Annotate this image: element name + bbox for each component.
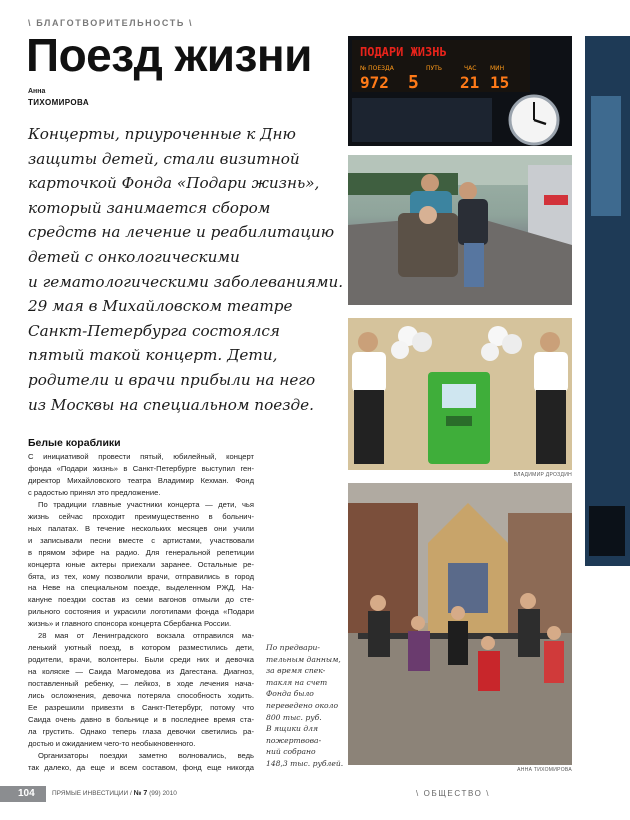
article-body bbox=[28, 451, 254, 774]
issue-number: № 7 bbox=[133, 790, 148, 797]
platform-graphic bbox=[348, 155, 572, 305]
body-line: на Неве на специальном поезде, выделенном РЖД. На- bbox=[28, 583, 254, 593]
lead-line: детей с онкологическими bbox=[28, 247, 240, 266]
board-label: ПОДАРИ ЖИЗНЬ bbox=[360, 45, 447, 59]
child-body bbox=[478, 651, 500, 691]
terminal-graphic bbox=[348, 318, 572, 470]
body-line: достью и ожиданием чего-то необыкновенного. bbox=[28, 738, 196, 748]
lead-line: карточкой Фонда «Подари жизнь», bbox=[28, 174, 320, 193]
sidenote-line: 800 тыс. руб. bbox=[266, 712, 322, 722]
section-label: \ ОБЩЕСТВО \ bbox=[416, 789, 491, 798]
photo-credit: АННА ТИХОМИРОВА bbox=[517, 767, 572, 773]
child-body bbox=[544, 641, 564, 683]
lead-line: и гематологическими заболеваниями. bbox=[28, 272, 344, 291]
body-line: кануне поездки состав из семи вагонов отмыли до сте- bbox=[28, 595, 254, 605]
rubric-label: \ БЛАГОТВОРИТЕЛЬНОСТЬ \ bbox=[28, 18, 194, 28]
body-line: ных палатах. В течение нескольких месяцев они учили bbox=[28, 523, 254, 533]
body-line: ленький уютный поезд, в котором разместились дети, bbox=[28, 643, 254, 653]
board-track-number: 5 bbox=[408, 72, 419, 93]
body-line: С инициативой провести пятый, юбилейный, концерт bbox=[28, 452, 254, 461]
platform-photo bbox=[348, 155, 572, 305]
hostess-right-head bbox=[540, 332, 560, 352]
author-last-name: ТИХОМИРОВА bbox=[28, 98, 90, 107]
sidenote-line: 148,3 тыс. рублей. bbox=[266, 758, 344, 768]
sidenote-line: тельным данным, bbox=[266, 654, 341, 664]
board-col-train: № ПОЕЗДА bbox=[360, 65, 394, 72]
sidenote-line: переведено около bbox=[266, 700, 339, 710]
body-line: в прямом эфире на радио. Для генеральной репетиции bbox=[28, 547, 254, 557]
board-hour: 21 bbox=[460, 73, 480, 92]
body-line: и записывали песни вместе с артистами, участвовали bbox=[28, 535, 254, 545]
sidenote-line: Фонда было bbox=[266, 689, 314, 699]
hostess-left-skirt bbox=[354, 390, 384, 464]
child-head bbox=[411, 616, 425, 630]
terminal-screen bbox=[442, 384, 476, 408]
terminal-slot bbox=[446, 416, 472, 426]
children-church-photo bbox=[348, 483, 572, 765]
issue-detail: (99) 2010 bbox=[149, 790, 177, 797]
side-photo bbox=[585, 36, 630, 566]
body-line: жизнь сейчас проходит преимущественно в больнич- bbox=[28, 511, 254, 521]
balloon bbox=[481, 343, 499, 361]
sidenote-line: пожертвова- bbox=[266, 735, 322, 745]
body-line: По традиции главные участники концерта — дети, чья bbox=[38, 499, 254, 509]
body-line: поставленный ребенку, — лейкоз, в ходе лечения нача- bbox=[28, 679, 254, 689]
train-logo-stripe bbox=[544, 195, 568, 205]
church-graphic bbox=[348, 483, 572, 765]
lead-line: из Москвы на специальном поезде. bbox=[28, 395, 314, 414]
child-head bbox=[370, 595, 386, 611]
sidenote bbox=[266, 642, 342, 770]
departure-board-graphic bbox=[348, 36, 572, 146]
body-line: Ее разрешили привезти в Санкт-Петербург, потому что bbox=[28, 703, 254, 713]
child-head bbox=[481, 636, 495, 650]
side-photo-light bbox=[591, 96, 621, 216]
body-line: рильного состояния и украсили логотипами фонда «Подари bbox=[28, 607, 254, 617]
body-line: бята, из тех, кому позволили врачи, отправились в город bbox=[28, 571, 254, 581]
body-line: Организаторы поездки заметно волновались, ведь bbox=[38, 750, 254, 760]
board-col-track: ПУТЬ bbox=[426, 65, 442, 72]
section-subheading: Белые кораблики bbox=[28, 437, 121, 449]
lead-line: 29 мая в Михайловском театре bbox=[28, 297, 293, 316]
page-number: 104 bbox=[0, 786, 46, 802]
magazine-name: ПРЯМЫЕ ИНВЕСТИЦИИ / bbox=[52, 790, 132, 797]
lead-line: пятый такой концерт. Дети, bbox=[28, 346, 278, 365]
hostess-left-head bbox=[358, 332, 378, 352]
body-line: концерта юные актеры приехали заранее. Остальные ре- bbox=[28, 559, 254, 569]
station-dark-area bbox=[352, 98, 492, 142]
lead-line: родители и врачи прибыли на него bbox=[28, 370, 316, 389]
body-line: так далеко, да еще и всем составом, фонд еще никогда bbox=[28, 762, 254, 772]
magazine-credit bbox=[52, 790, 177, 797]
sidenote-line: ний собрано bbox=[266, 747, 316, 757]
body-line: ла грустить. Однако теперь глаза девочки светились ра- bbox=[28, 726, 254, 736]
body-line: фонда «Подари жизнь» в Санкт-Петербурге выступил ген- bbox=[28, 463, 254, 473]
sidenote-line: за время спек- bbox=[266, 666, 326, 676]
child-body bbox=[518, 609, 540, 657]
body-line: 28 мая от Ленинградского вокзала отправился ма- bbox=[38, 631, 254, 641]
lead-line: Концерты, приуроченные к Дню bbox=[28, 125, 296, 143]
hostess-left-blouse bbox=[352, 352, 386, 392]
body-line: Саида очень давно в больнице и в последнее время ста- bbox=[28, 714, 254, 724]
lead-line: Санкт-Петербурга состоялся bbox=[28, 321, 280, 340]
church-mosaic bbox=[448, 563, 488, 613]
lead-line: который занимается сбором bbox=[28, 198, 271, 217]
departure-board-photo bbox=[348, 36, 572, 146]
woman-jeans bbox=[464, 243, 484, 287]
body-line: директор Михайловского театра Владимир Кехман. Фонд bbox=[28, 475, 254, 485]
woman-head bbox=[459, 182, 477, 200]
lead-paragraph bbox=[28, 122, 344, 417]
body-line: с радостью принял это предложение. bbox=[28, 487, 161, 497]
board-train-number: 972 bbox=[360, 73, 389, 92]
sidenote-line: В ящики для bbox=[266, 724, 319, 734]
article-title: Поезд жизни bbox=[26, 29, 312, 81]
child-body bbox=[368, 611, 390, 657]
child-body bbox=[408, 631, 430, 671]
sidenote-line: такля на счет bbox=[266, 677, 328, 687]
volunteer-head bbox=[421, 174, 439, 192]
balloon bbox=[502, 334, 522, 354]
hostess-right-blouse bbox=[534, 352, 568, 392]
board-minute: 15 bbox=[490, 73, 510, 92]
child-head bbox=[547, 626, 561, 640]
lead-line: средств на лечение и реабилитацию bbox=[28, 223, 335, 242]
donation-terminal-photo bbox=[348, 318, 572, 470]
side-photo-shadow bbox=[589, 506, 625, 556]
body-line: на коляске — Саида Магомедова из Дагестана. Диагноз, bbox=[28, 667, 254, 677]
child-body bbox=[448, 621, 468, 665]
body-line: жизнь» и главного спонсора концерта Сбербанка России. bbox=[28, 619, 232, 629]
body-line: лись осложнения, девочка потеряла способность ходить. bbox=[28, 691, 254, 701]
child-head bbox=[451, 606, 465, 620]
child-head bbox=[520, 593, 536, 609]
hostess-right-skirt bbox=[536, 390, 566, 464]
author-first-name: Анна bbox=[28, 88, 46, 95]
side-photo-graphic bbox=[585, 36, 630, 566]
girl-head bbox=[419, 206, 437, 224]
board-col-hour: ЧАС bbox=[464, 65, 477, 72]
sidenote-line: По предвари- bbox=[266, 643, 320, 652]
photo-credit: ВЛАДИМИР ДРОЗДИН bbox=[513, 472, 572, 478]
body-line: родители, врачи, волонтеры. Были среди них и девочка bbox=[28, 655, 254, 665]
board-col-minute: МИН bbox=[490, 65, 505, 72]
balloon bbox=[391, 341, 409, 359]
balloon bbox=[412, 332, 432, 352]
lead-line: защиты детей, стали визитной bbox=[28, 149, 300, 168]
woman-body bbox=[458, 199, 488, 245]
